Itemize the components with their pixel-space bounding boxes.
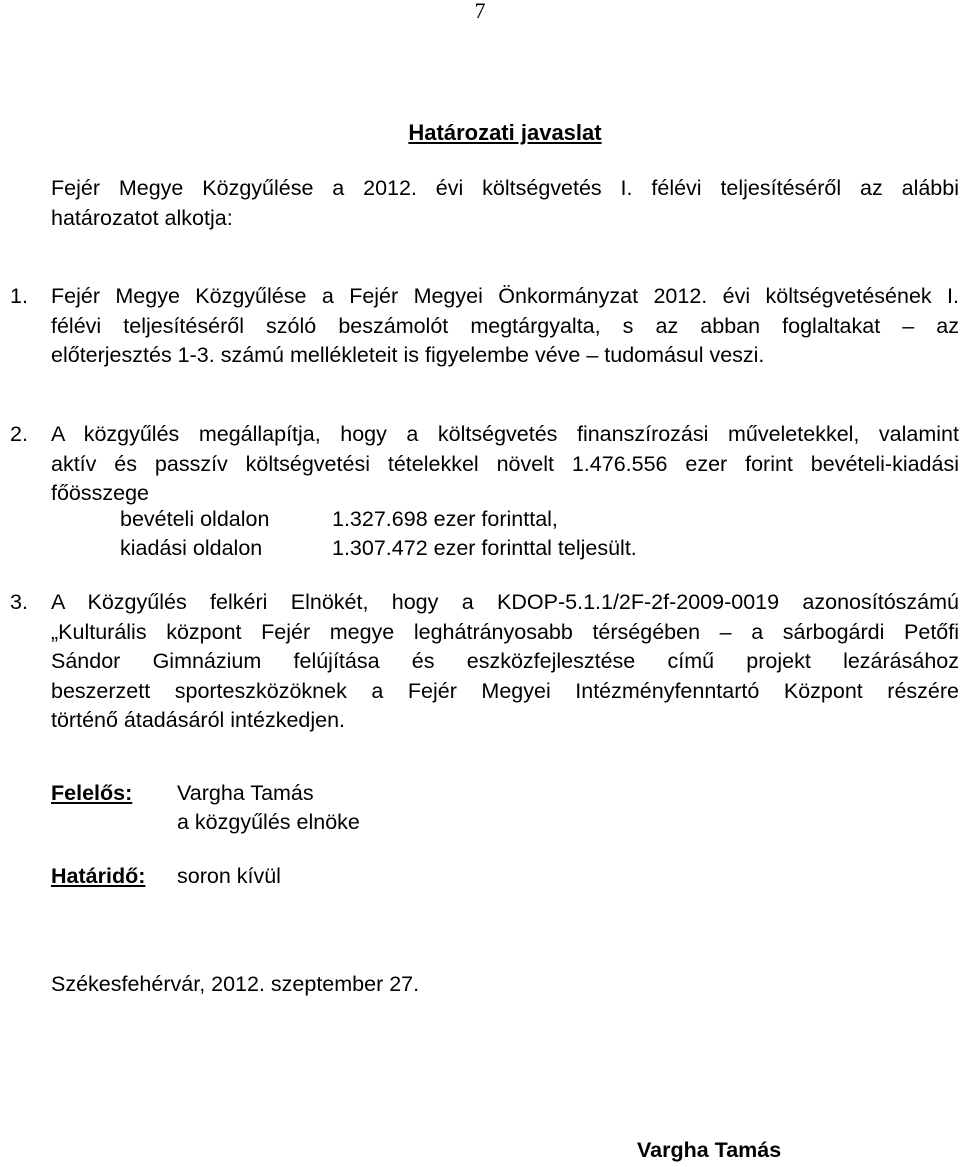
amount-row-expenditure	[120, 534, 637, 564]
item-1-line-3: előterjesztés 1-3. számú mellékleteit is figyelembe véve – tudomásul veszi.	[51, 343, 765, 367]
amount-value: 1.307.472 ezer forinttal teljesült.	[332, 536, 637, 560]
item-3-line-2: „Kulturális központ Fejér megye leghátrányosabb térségében – a sárbogárdi Petőfi	[51, 619, 959, 644]
deadline-label: Határidő:	[51, 864, 146, 888]
item-number: 1.	[10, 284, 28, 308]
intro-line-2: határozatot alkotja:	[51, 205, 233, 230]
resolution-item-3	[10, 588, 959, 736]
document-title: Határozati javaslat	[408, 120, 602, 145]
item-3-line-3: Sándor Gimnázium felújítása és eszközfejlesztése című projekt lezárásához	[51, 649, 959, 673]
responsible-role: a közgyűlés elnöke	[177, 810, 360, 834]
item-number: 2.	[10, 422, 28, 446]
item-3-line-5: történő átadásáról intézkedjen.	[51, 708, 346, 732]
signature-name: Vargha Tamás	[637, 1138, 782, 1162]
responsible-label: Felelős:	[51, 781, 133, 805]
intro-line-1: Fejér Megye Közgyűlése a 2012. évi költségvetés I. félévi teljesítéséről az alábbi	[51, 176, 959, 200]
deadline-value: soron kívül	[177, 864, 281, 888]
responsible-name: Vargha Tamás	[177, 781, 314, 805]
item-3-line-4: beszerzett sporteszközöknek a Fejér Megyei Intézményfenntartó Központ részére	[51, 678, 959, 703]
amount-label: kiadási oldalon	[120, 536, 263, 560]
intro-paragraph	[51, 174, 959, 233]
place-and-date: Székesfehérvár, 2012. szeptember 27.	[51, 972, 420, 996]
page-number: 7	[474, 0, 486, 23]
item-1-line-2: félévi teljesítéséről szóló beszámolót megtárgyalta, s az abban foglaltakat – az	[51, 313, 959, 338]
amount-label: bevételi oldalon	[120, 507, 270, 531]
item-1-line-1: Fejér Megye Közgyűlése a Fejér Megyei Önkormányzat 2012. évi költségvetésének I.	[51, 284, 959, 308]
resolution-item-2	[10, 420, 959, 509]
item-2-line-3: főösszege	[51, 481, 150, 505]
resolution-item-1	[10, 282, 959, 371]
item-3-line-1: A Közgyűlés felkéri Elnökét, hogy a KDOP-5.1.1/2F-2f-2009-0019 azonosítószámú	[51, 590, 959, 614]
item-2-line-2: aktív és passzív költségvetési tételekkel növelt 1.476.556 ezer forint bevételi-kiadási	[51, 451, 959, 476]
item-2-line-1: A közgyűlés megállapítja, hogy a költségvetés finanszírozási műveletekkel, valamint	[51, 422, 959, 446]
amount-row-revenue	[120, 505, 558, 535]
amount-value: 1.327.698 ezer forinttal,	[332, 507, 558, 531]
item-number: 3.	[10, 590, 28, 614]
